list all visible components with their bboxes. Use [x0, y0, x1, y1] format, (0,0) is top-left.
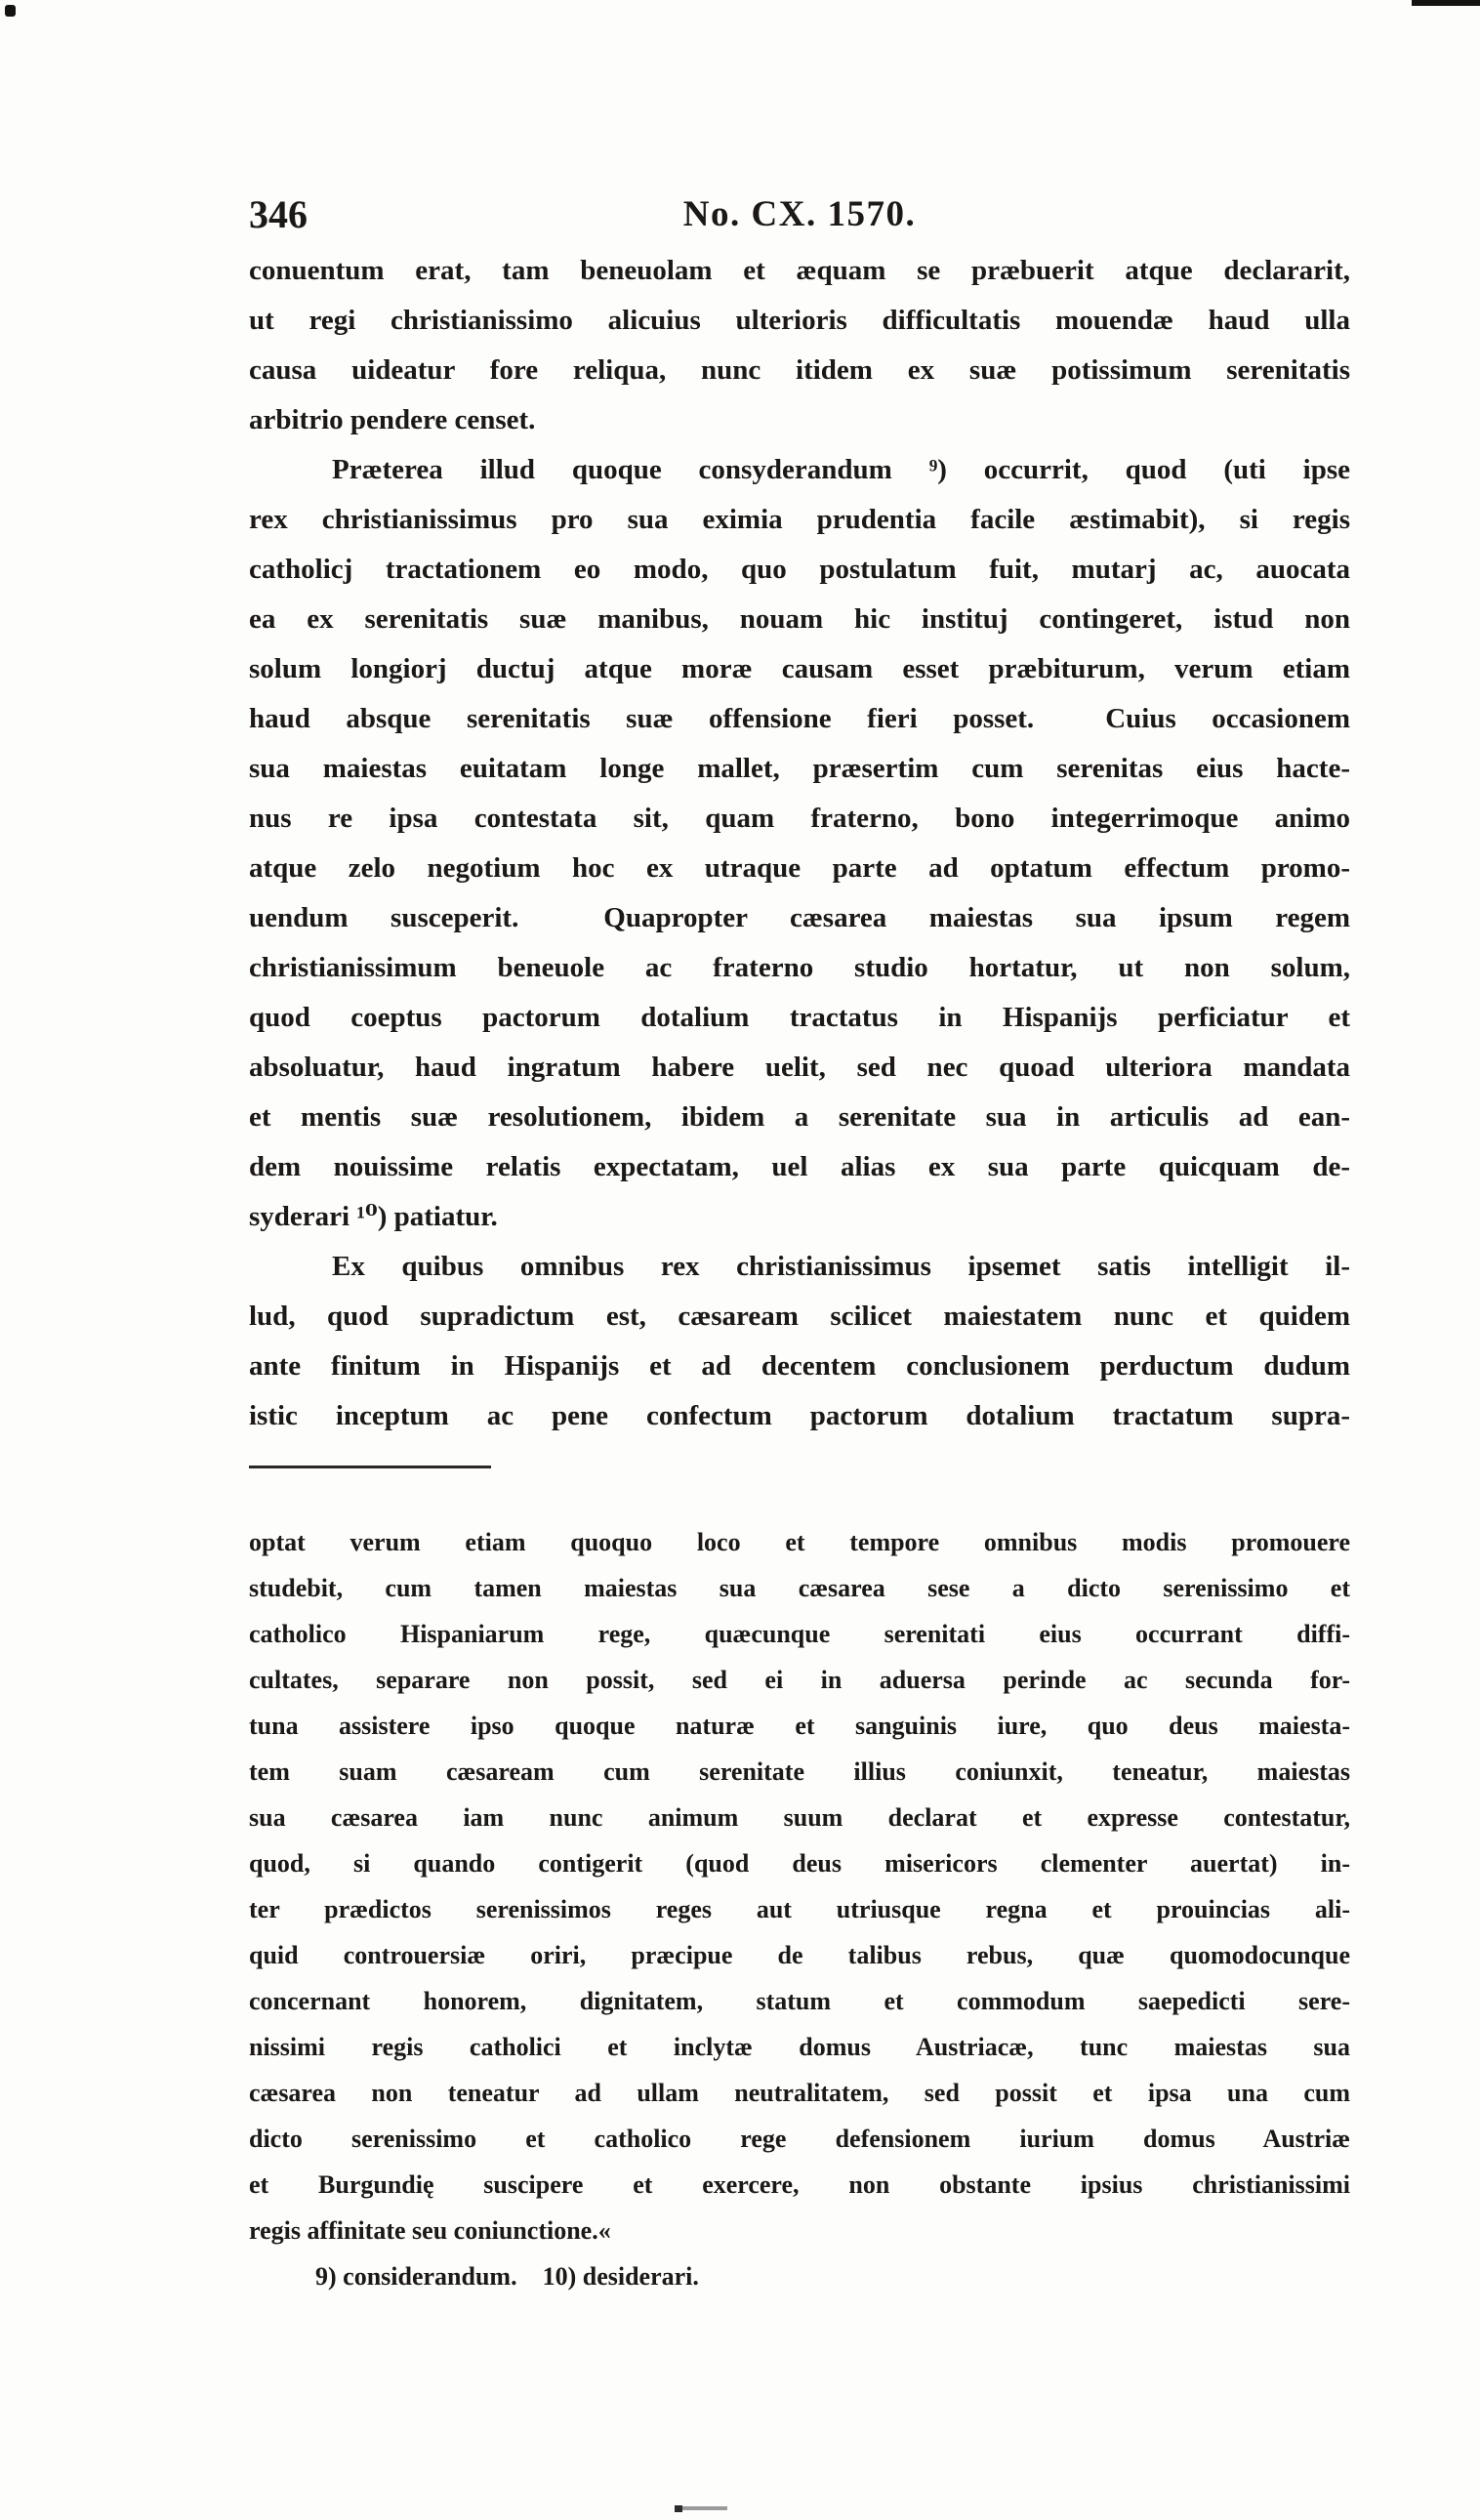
text-line: solum longiorj ductuj atque moræ causam esset præbiturum, verum etiam	[249, 653, 1350, 684]
text-line: catholico Hispaniarum rege, quæcunque serenitati eius occurrant diffi-	[249, 1620, 1350, 1648]
text-line: sua cæsarea iam nunc animum suum declarat et expresse contestatur,	[249, 1803, 1350, 1832]
text-line: cæsarea non teneatur ad ullam neutralitatem, sed possit et ipsa una cum	[249, 2079, 1350, 2107]
text-line: uendum susceperit. Quapropter cæsarea maiestas sua ipsum regem	[249, 902, 1350, 933]
text-line: et mentis suæ resolutionem, ibidem a serenitate sua in articulis ad ean-	[249, 1101, 1350, 1133]
scan-artifact-bottom	[680, 2506, 727, 2510]
text-line: tuna assistere ipso quoque naturæ et sanguinis iure, quo deus maiesta-	[249, 1712, 1350, 1740]
text-line: conuentum erat, tam beneuolam et æquam se præbuerit atque declararit,	[249, 255, 1350, 286]
text-line: nus re ipsa contestata sit, quam fraterno, bono integerrimoque animo	[249, 803, 1350, 834]
text-line: et Burgundię suscipere et exercere, non obstante ipsius christianissimi	[249, 2170, 1350, 2199]
text-line: dem nouissime relatis expectatam, uel alias ex sua parte quicquam de-	[249, 1151, 1350, 1182]
text-line: dicto serenissimo et catholico rege defensionem iurium domus Austriæ	[249, 2125, 1350, 2153]
text-line: ut regi christianissimo alicuius ulterioris difficultatis mouendæ haud ulla	[249, 305, 1350, 336]
text-line: absoluatur, haud ingratum habere uelit, sed nec quoad ulteriora mandata	[249, 1052, 1350, 1083]
footnote-separator-rule	[249, 1466, 491, 1468]
document-number-heading: No. CX. 1570.	[682, 194, 917, 234]
text-line: ter prædictos serenissimos reges aut utriusque regna et prouincias ali-	[249, 1895, 1350, 1923]
scan-artifact-top-left	[5, 5, 16, 17]
text-line: cultates, separare non possit, sed ei in aduersa perinde ac secunda for-	[249, 1666, 1350, 1694]
main-text-block	[249, 246, 1350, 1441]
page-number: 346	[249, 192, 308, 236]
text-line: quid controuersiæ oriri, præcipue de talibus rebus, quæ quomodocunque	[249, 1941, 1350, 1969]
text-line: haud absque serenitatis suæ offensione fieri posset. Cuius occasionem	[249, 703, 1350, 734]
text-line: syderari ¹⁰) patiatur.	[249, 1201, 498, 1232]
text-line: catholicj tractationem eo modo, quo postulatum fuit, mutarj ac, auocata	[249, 554, 1350, 585]
text-line: optat verum etiam quoquo loco et tempore omnibus modis promouere	[249, 1528, 1350, 1556]
text-line: rex christianissimus pro sua eximia prudentia facile æstimabit), si regis	[249, 504, 1350, 535]
text-line: nissimi regis catholici et inclytæ domus Austriacæ, tunc maiestas sua	[249, 2033, 1350, 2061]
text-line: lud, quod supradictum est, cæsaream scilicet maiestatem nunc et quidem	[249, 1301, 1350, 1332]
text-line: concernant honorem, dignitatem, statum et commodum saepedicti sere-	[249, 1987, 1350, 2015]
text-line: studebit, cum tamen maiestas sua cæsarea sese a dicto serenissimo et	[249, 1574, 1350, 1602]
footnote-block	[249, 1519, 1350, 2299]
text-line: atque zelo negotium hoc ex utraque parte ad optatum effectum promo-	[249, 852, 1350, 884]
text-line: Præterea illud quoque consyderandum ⁹) occurrit, quod (uti ipse	[332, 454, 1350, 485]
text-line: regis affinitate seu coniunctione.«	[249, 2216, 611, 2245]
text-line: quod, si quando contigerit (quod deus misericors clementer auertat) in-	[249, 1849, 1350, 1878]
scan-artifact-bottom-nub	[675, 2505, 682, 2512]
text-line: sua maiestas euitatam longe mallet, præsertim cum serenitas eius hacte-	[249, 753, 1350, 784]
text-line: tem suam cæsaream cum serenitate illius coniunxit, teneatur, maiestas	[249, 1757, 1350, 1786]
text-line: istic inceptum ac pene confectum pactorum dotalium tractatum supra-	[249, 1400, 1350, 1431]
text-line: ante finitum in Hispanijs et ad decentem conclusionem perductum dudum	[249, 1350, 1350, 1382]
text-line: christianissimum beneuole ac fraterno studio hortatur, ut non solum,	[249, 952, 1350, 983]
text-line: ea ex serenitatis suæ manibus, nouam hic instituj contingeret, istud non	[249, 603, 1350, 635]
text-line: causa uideatur fore reliqua, nunc itidem ex suæ potissimum serenitatis	[249, 354, 1350, 386]
text-line: Ex quibus omnibus rex christianissimus ipsemet satis intelligit il-	[332, 1251, 1350, 1282]
text-line: arbitrio pendere censet.	[249, 404, 536, 435]
page-header	[249, 191, 1350, 244]
scan-artifact-top-right	[1412, 0, 1480, 6]
text-line: 9) considerandum. 10) desiderari.	[315, 2262, 699, 2291]
text-line: quod coeptus pactorum dotalium tractatus in Hispanijs perficiatur et	[249, 1002, 1350, 1033]
